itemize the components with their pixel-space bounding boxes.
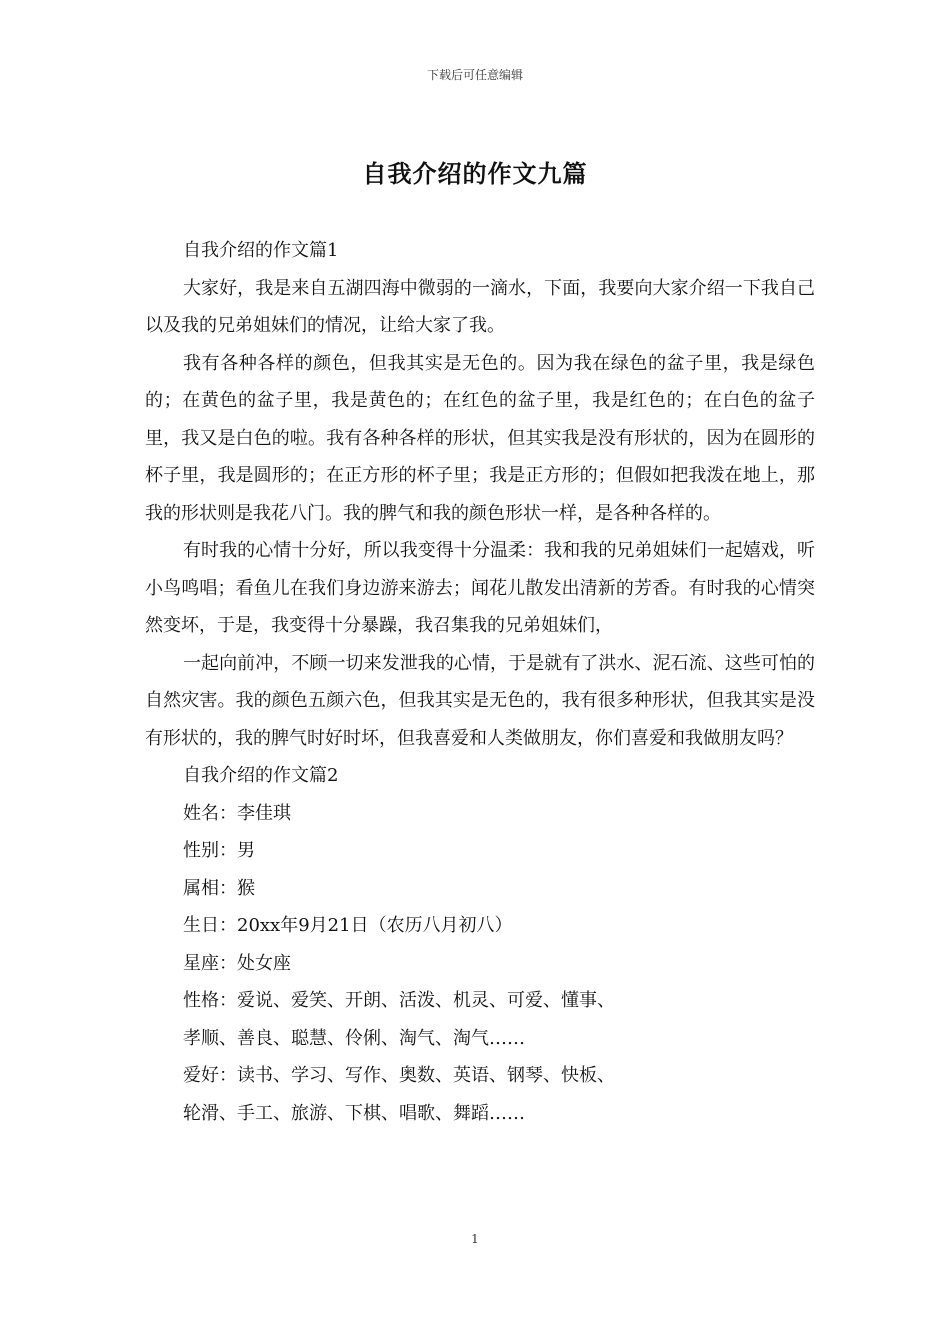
paragraph: 大家好，我是来自五湖四海中微弱的一滴水，下面，我要向大家介绍一下我自己以及我的兄弟姐妹们的情况，让给大家了我。: [145, 277, 815, 336]
section-heading: 自我介绍的作文篇1: [183, 240, 339, 261]
document-body: [145, 232, 815, 1132]
paragraph: 一起向前冲，不顾一切来发泄我的心情，于是就有了洪水、泥石流、这些可怕的自然灾害。我的颜色五颜六色，但我其实是无色的，我有很多种形状，但我其实是没有形状的，我的脾气时好时坏，但我喜爱和人类做朋友，你们喜爱和我做朋友吗？: [145, 652, 815, 749]
profile-personality-cont: 孝顺、善良、聪慧、伶俐、淘气、淘气……: [183, 1027, 525, 1049]
document-title: 自我介绍的作文九篇: [362, 159, 588, 188]
page-header: 下载后可任意编辑: [426, 68, 523, 82]
page-number: 1: [471, 1232, 479, 1246]
profile-hobbies: 爱好：读书、学习、写作、奥数、英语、钢琴、快板、: [183, 1065, 615, 1086]
paragraph: 有时我的心情十分好，所以我变得十分温柔：我和我的兄弟姐妹们一起嬉戏，听小鸟鸣唱；看鱼儿在我们身边游来游去；闻花儿散发出清新的芳香。有时我的心情突然变坏，于是，我变得十分暴躁，我召集我的兄弟姐妹们，: [145, 540, 815, 636]
profile-hobbies-cont: 轮滑、手工、旅游、下棋、唱歌、舞蹈……: [183, 1102, 525, 1124]
profile-birthday: 生日：20xx年9月21日（农历八月初八）: [183, 915, 513, 936]
section-heading: 自我介绍的作文篇2: [183, 765, 339, 786]
profile-personality: 性格：爱说、爱笑、开朗、活泼、机灵、可爱、懂事、: [183, 990, 615, 1011]
profile-constellation: 星座：处女座: [183, 952, 291, 974]
paragraph: 我有各种各样的颜色，但我其实是无色的。因为我在绿色的盆子里，我是绿色的；在黄色的盆子里，我是黄色的；在红色的盆子里，我是红色的；在白色的盆子里，我又是白色的啦。我有各种各样的形状，但其实我是没有形状的，因为在圆形的杯子里，我是圆形的；在正方形的杯子里；我是正方形的；但假如把我泼在地上，那我的形状则是我花八门。我的脾气和我的颜色形状一样，是各种各样的。: [145, 352, 815, 524]
profile-name: 姓名：李佳琪: [183, 802, 291, 824]
profile-gender: 性别：男: [183, 840, 255, 861]
profile-zodiac: 属相：猴: [183, 877, 255, 899]
